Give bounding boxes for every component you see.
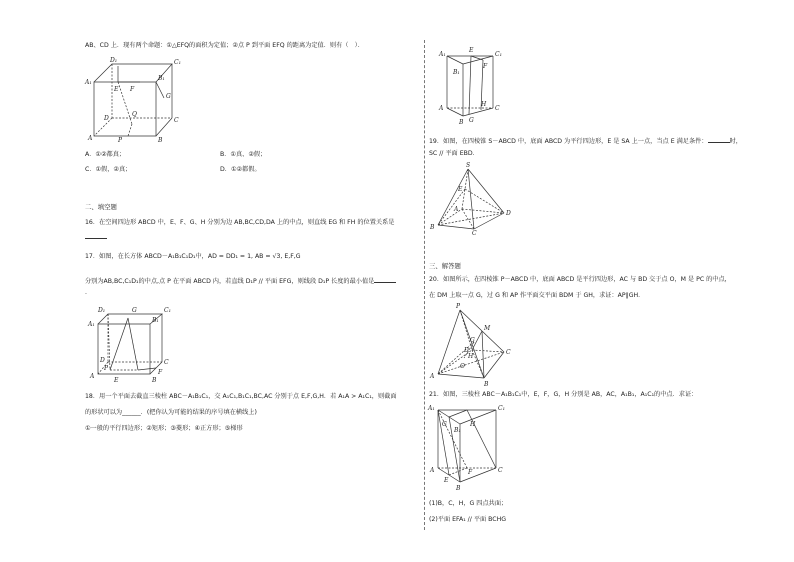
fig21-label-b1: B₁	[454, 427, 461, 434]
fig17-label-a: A	[90, 373, 95, 380]
fig17-label-c: C	[164, 359, 169, 366]
fig15-label-a1: A₁	[85, 79, 92, 86]
fig15-label-q: Q	[132, 111, 137, 118]
fig17-label-b1: B₁	[152, 317, 159, 324]
fig15-label-e: E	[114, 86, 119, 93]
fig17-label-c1: C₁	[164, 307, 171, 314]
fig21-label-h: H	[470, 421, 476, 428]
q19-line2: SC // 平面 EBD．	[429, 150, 479, 157]
fig20-label-b: B	[484, 381, 489, 388]
fig20-label-d: D	[464, 347, 469, 354]
fig15-label-a: A	[88, 135, 93, 142]
figure-q19-pyramid	[430, 162, 512, 237]
q17-line2-text: 分别为AB,BC,C₁D₁的中点,点 P 在平面 ABCD 内，若直线 D₁P // 平面 EFG，则线段 D₁P 长度的最小值是	[85, 278, 375, 285]
fig20-label-o: O	[460, 363, 465, 370]
fig18-label-a1: A₁	[439, 51, 446, 58]
q16-blank	[85, 232, 107, 242]
figure-q15-cube	[85, 57, 181, 144]
q20-line1: 20．如图所示，在四棱锥 P－ABCD 中，底面 ABCD 是平行四边形，AC 与 BD 交于点 O，M 是 PC 的中点，	[429, 276, 731, 283]
fig15-label-g: G	[166, 93, 171, 100]
q17-blank	[374, 276, 396, 283]
fig15-label-d1: D₁	[110, 57, 118, 64]
q17-line1: 17．如图，在长方体 ABCD－A₁B₁C₁D₁中，AD = DD₁ = 1, AB = √3, E,F,G	[85, 253, 301, 260]
fig19-label-d: D	[506, 210, 511, 217]
q15-option-c: C．①假，②真；	[85, 166, 132, 173]
fig20-label-m: M	[484, 325, 491, 332]
q19-line1-end: 时，	[729, 138, 742, 145]
fig19-label-s: S	[466, 162, 471, 169]
section-fill-in-title: 二、填空题	[85, 203, 117, 211]
figure-q17-cuboid	[88, 307, 172, 386]
q19-line1-text: 19．如图，在四棱锥 S－ABCD 中，底面 ABCD 为平行四边形，E 是 SA 上一点，当点 E 满足条件：	[429, 138, 708, 145]
fig20-label-g: G	[470, 337, 475, 344]
fig21-label-b: B	[456, 485, 461, 492]
fig18-label-f: F	[483, 63, 488, 70]
fig17-label-b: B	[152, 377, 157, 384]
figure-q20-pyramid	[430, 303, 514, 388]
fig21-label-f: F	[468, 469, 473, 476]
fig15-label-p: P	[118, 137, 123, 144]
fig15-label-b: B	[158, 137, 163, 144]
cube-back-bottom-right	[156, 118, 172, 136]
section-answer-title: 三、解答题	[429, 262, 461, 270]
q17-end-dot: .	[85, 289, 87, 296]
fig20-label-p: P	[456, 303, 461, 310]
fig15-label-c: C	[174, 117, 179, 124]
q20-line2: 在 DM 上取一点 G，过 G 和 AP 作平面交平面 BDM 于 GH，求证：AP∥GH．	[429, 292, 645, 299]
fig17-label-p: P	[104, 365, 109, 372]
fig20-label-h: H	[468, 353, 474, 360]
fig21-label-c1: C₁	[498, 405, 505, 412]
fig21-label-a: A	[430, 467, 435, 474]
fig15-label-b1: B₁	[158, 75, 165, 82]
column-divider	[424, 40, 425, 530]
fig15-label-f: F	[130, 86, 135, 93]
fig18-label-e: E	[469, 47, 474, 54]
fig18-label-c1: C₁	[495, 51, 502, 58]
q15-option-b: B．①真、②假；	[220, 151, 267, 158]
fig18-label-c: C	[495, 105, 500, 112]
q17-line2	[85, 276, 396, 286]
q18-line2: 的形状可以为______．(把你认为可能的结果的序号填在横线上)	[85, 409, 257, 416]
q16-text: 16．在空间四边形 ABCD 中，E、F、G、H 分别为边 AB,BC,CD,DA 上的中点，则直线 EG 和 FH 的位置关系是	[85, 219, 395, 226]
fig19-label-e: E	[458, 186, 463, 193]
cube-front-face	[94, 82, 156, 136]
fig21-label-c: C	[498, 467, 503, 474]
figure-q18-prism	[439, 44, 503, 126]
fig17-label-f: F	[158, 369, 163, 376]
fig17-label-a1: A₁	[88, 321, 95, 328]
fig20-label-a: A	[430, 373, 435, 380]
fig15-label-c1: C₁	[174, 59, 181, 66]
fig21-label-g: G	[442, 421, 447, 428]
figure-q21-prism	[428, 404, 512, 492]
fig17-label-d: D	[100, 357, 105, 364]
fig19-label-a: A	[454, 206, 459, 213]
fig18-label-g: G	[469, 117, 474, 124]
fig18-label-h: H	[481, 101, 487, 108]
q15-option-d: D．①②都假。	[220, 166, 261, 173]
q18-line1: 18．用一个平面去截直三棱柱 ABC－A₁B₁C₁，交 A₁C₁,B₁C₁,BC,AC 分别于点 E,F,G,H．若 A₁A > A₁C₁，则截面	[85, 393, 397, 400]
fig18-label-b: B	[459, 119, 464, 126]
fig19-label-c: C	[472, 230, 477, 237]
fig17-label-g: G	[132, 307, 137, 314]
q19-blank	[708, 136, 730, 143]
fig18-label-a: A	[439, 105, 444, 112]
q15-option-a: A．①②都真；	[85, 151, 126, 158]
fig15-label-d: D	[104, 115, 109, 122]
fig21-label-e: E	[444, 477, 449, 484]
fig19-label-b: B	[430, 224, 435, 231]
q15-continuation: AB、CD 上．现有两个命题：①△EFQ的面积为定值；②点 P 到平面 EFQ 的距离为定值．则有（ ）．	[85, 42, 364, 49]
q21-part1: (1)B，C，H，G 四点共面；	[429, 500, 508, 507]
fig17-label-e: E	[114, 377, 119, 384]
q21-part2: (2)平面 EFA₁ // 平面 BCHG	[429, 516, 507, 523]
fig20-label-c: C	[506, 349, 511, 356]
fig17-label-d1: D₁	[98, 307, 106, 314]
fig21-label-a1: A₁	[428, 405, 435, 412]
q18-options: ①一般的平行四边形；②矩形；③菱形；④正方形；⑤梯形	[85, 425, 243, 432]
q21-line1: 21．如图，三棱柱 ABC－A₁B₁C₁中，E，F，G，H 分别是 AB，AC，A₁B₁，A₁C₁的中点．求证：	[429, 391, 698, 398]
q19-line1	[429, 136, 742, 146]
fig18-label-b1: B₁	[453, 69, 460, 76]
